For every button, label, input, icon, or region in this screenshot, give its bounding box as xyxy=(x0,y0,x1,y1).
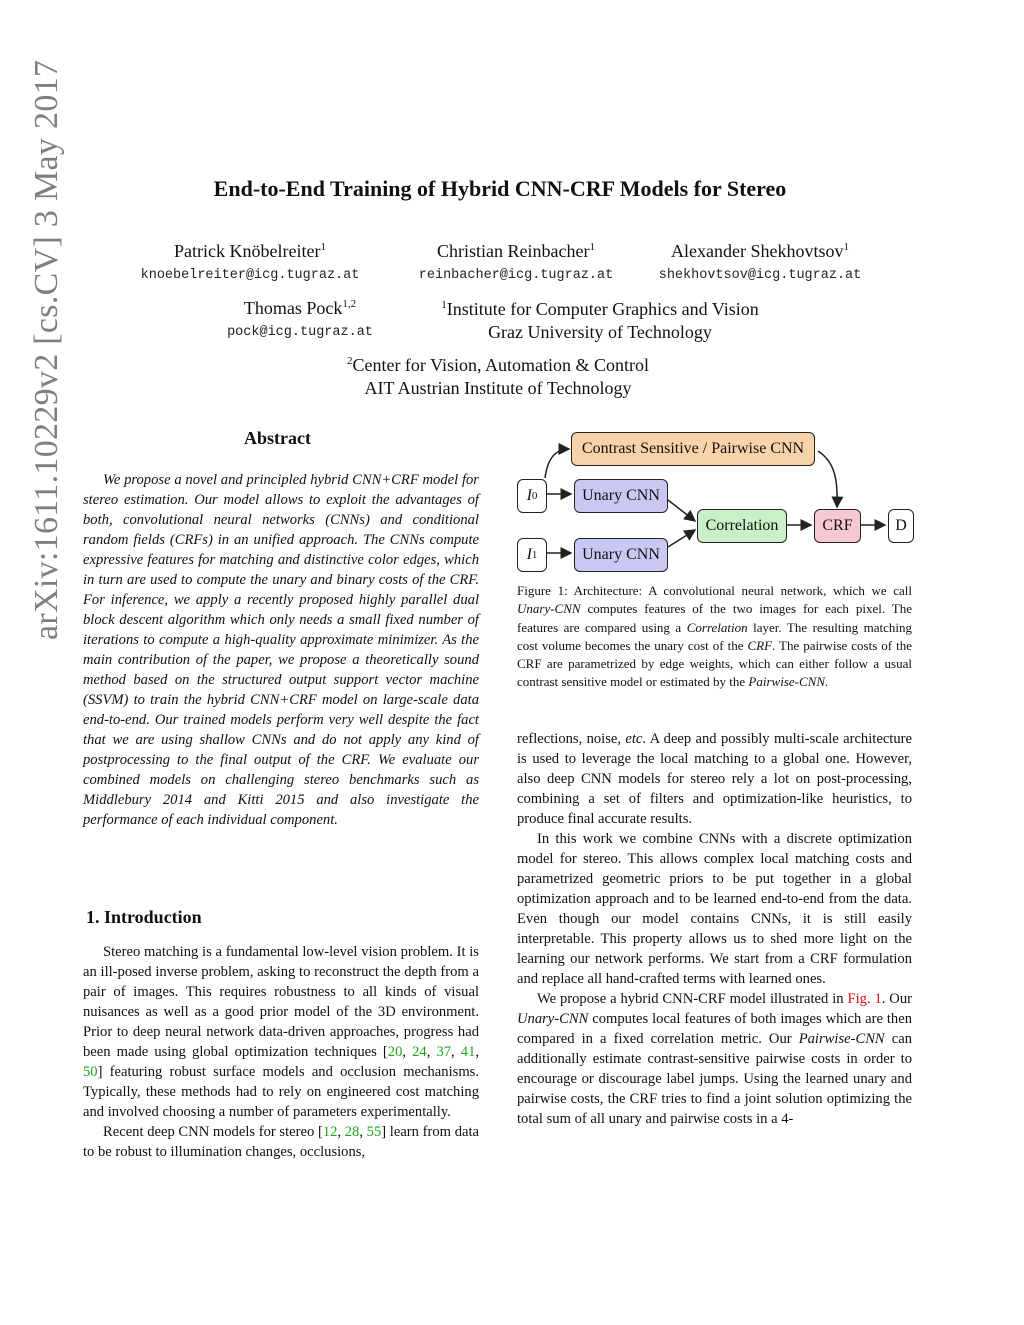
section-heading-introduction: 1. Introduction xyxy=(86,907,202,927)
citation-link[interactable]: 20 xyxy=(387,1044,403,1060)
citation-link[interactable]: 55 xyxy=(366,1124,382,1140)
intro-right-column xyxy=(517,729,912,1129)
node-unary-cnn-1: Unary CNN xyxy=(574,538,668,572)
arrow-unary1-correlation xyxy=(668,530,695,547)
intro-left-column xyxy=(83,942,479,1162)
node-output-d: D xyxy=(888,509,914,543)
author-affil-sup: 1 xyxy=(320,241,326,253)
figure-arrows xyxy=(0,0,1024,600)
node-unary-cnn-0: Unary CNN xyxy=(574,479,668,513)
author-affil-sup: 1 xyxy=(843,241,849,253)
intro-paragraph-4: In this work we combine CNNs with a discrete optimization model for stereo. This allows complex local matching costs and parametrized geometric priors to be put together in a global optimization approach and to be learned end-to-end from the data. Even though our model contains CNNs, it is still easily interpretable. This property allows us to shed more light on the learning our network performs. We start from a CRF formulation and replace all hand-crafted terms with learned ones. xyxy=(517,831,912,987)
author-affil-sup: 1 xyxy=(589,241,595,253)
intro-paragraph-3: reflections, noise, etc. A deep and possibly multi-scale architecture is used to leverage the local matching to a global one. However, also deep CNN models for stereo rely a lot on post-processing, combining a set of filters and optimization-like heuristics, to produce final accurate results. xyxy=(517,731,912,827)
node-pairwise-cnn: Contrast Sensitive / Pairwise CNN xyxy=(571,432,815,466)
author-email[interactable]: knoebelreiter@icg.tugraz.at xyxy=(140,268,360,283)
author-name: Christian Reinbacher xyxy=(437,241,590,261)
node-image-i0: I 0 xyxy=(517,479,547,513)
intro-paragraph-1: Stereo matching is a fundamental low-level vision problem. It is an ill-posed inverse problem, asking to reconstruct the depth from a pair of images. This requires robustness to all kinds of visual nuisances as well as a good prior model of the 3D environment. Prior to deep neural network data-driven approaches, progress had been made using global optimization techniques [20, 24, 37, 41, 50] featuring robust surface models and occlusion mechanisms. Typically, these methods had to rely on engineered cost matching and involved choosing a number of parameters experimentally. xyxy=(83,944,480,1120)
abstract-text: We propose a novel and principled hybrid CNN+CRF model for stereo estimation. Our model allows to exploit the advantages of both, convolutional neural networks (CNNs) and conditional random fields (CRFs) in an unified approach. The CNNs compute expressive features for matching and distinctive color edges, which in turn are used to compute the unary and binary costs of the CRF. For inference, we apply a recently proposed highly parallel dual block descent algorithm which only needs a small fixed number of iterations to compute a high-quality approximate minimizer. As the main contribution of the paper, we propose a theoretically sound method based on the structured output support vector machine (SSVM) to train the hybrid CNN+CRF model on large-scale data end-to-end. Our trained models perform very well despite the fact that we are using shallow CNNs and do not apply any kind of postprocessing to the final output of the CRF. We evaluate our combined models on challenging stereo benchmarks such as Middlebury 2014 and Kitti 2015 and also investigate the performance of each individual component. xyxy=(83,472,479,828)
arrow-i0-pairwise xyxy=(545,449,569,478)
node-correlation: Correlation xyxy=(697,509,787,543)
intro-paragraph-5: We propose a hybrid CNN-CRF model illustrated in Fig. 1. Our Unary-CNN computes local features of both images which are then compared in a fixed correlation metric. Our Pairwise-CNN can additionally estimate contrast-sensitive pairwise costs in order to encourage or discourage label jumps. Using the learned unary and pairwise costs, the CRF tries to find a joint solution optimizing the total sum of all unary and pairwise costs in a 4- xyxy=(517,991,913,1127)
affil-line1: Center for Vision, Automation & Control xyxy=(352,355,650,375)
paper-title: End-to-End Training of Hybrid CNN-CRF Models for Stereo xyxy=(213,176,787,201)
arrow-unary0-correlation xyxy=(668,500,695,521)
abstract-heading: Abstract xyxy=(244,428,311,448)
author-name: Patrick Knöbelreiter xyxy=(174,241,321,261)
author-email[interactable]: reinbacher@icg.tugraz.at xyxy=(418,268,614,283)
author-email[interactable]: pock@icg.tugraz.at xyxy=(227,325,373,340)
node-crf: CRF xyxy=(814,509,861,543)
affil-sup: 1 xyxy=(441,299,447,311)
author-affil-sup: 1,2 xyxy=(342,298,357,310)
figure-1-caption: Figure 1: Architecture: A convolutional neural network, which we call Unary-CNN computes features of the two images for each pixel. The features are compared using a Correlation layer. The resulting matching cost volume becomes the unary cost of the CRF. The pairwise costs of the CRF are parametrized by edge weights, which can either follow a usual contrast sensitive model or estimated by the Pairwise-CNN. xyxy=(517,583,913,690)
citation-link[interactable]: 37 xyxy=(436,1044,452,1060)
affil-line2: AIT Austrian Institute of Technology xyxy=(364,378,632,398)
affil-line2: Graz University of Technology xyxy=(488,322,712,342)
affil-sup: 2 xyxy=(346,355,353,367)
arxiv-identifier: arXiv:1611.10229v2 [cs.CV] 3 May 2017 xyxy=(28,59,65,640)
author-email[interactable]: shekhovtsov@icg.tugraz.at xyxy=(658,268,862,283)
author-name: Thomas Pock xyxy=(243,298,343,318)
citation-link[interactable]: 50 xyxy=(83,1064,98,1080)
arrow-pairwise-crf xyxy=(818,451,837,507)
author-name: Alexander Shekhovtsov xyxy=(671,241,844,261)
citation-link[interactable]: 41 xyxy=(460,1044,476,1060)
figure-reference-link[interactable]: Fig. 1 xyxy=(847,991,882,1007)
citation-link[interactable]: 24 xyxy=(412,1044,427,1060)
node-image-i1: I 1 xyxy=(517,538,547,572)
affil-line1: Institute for Computer Graphics and Vision xyxy=(446,299,759,319)
citation-link[interactable]: 12 xyxy=(322,1124,338,1140)
intro-paragraph-2: Recent deep CNN models for stereo [12, 28, 55] learn from data to be robust to illumination changes, occlusions, xyxy=(83,1124,479,1160)
citation-link[interactable]: 28 xyxy=(344,1124,360,1140)
